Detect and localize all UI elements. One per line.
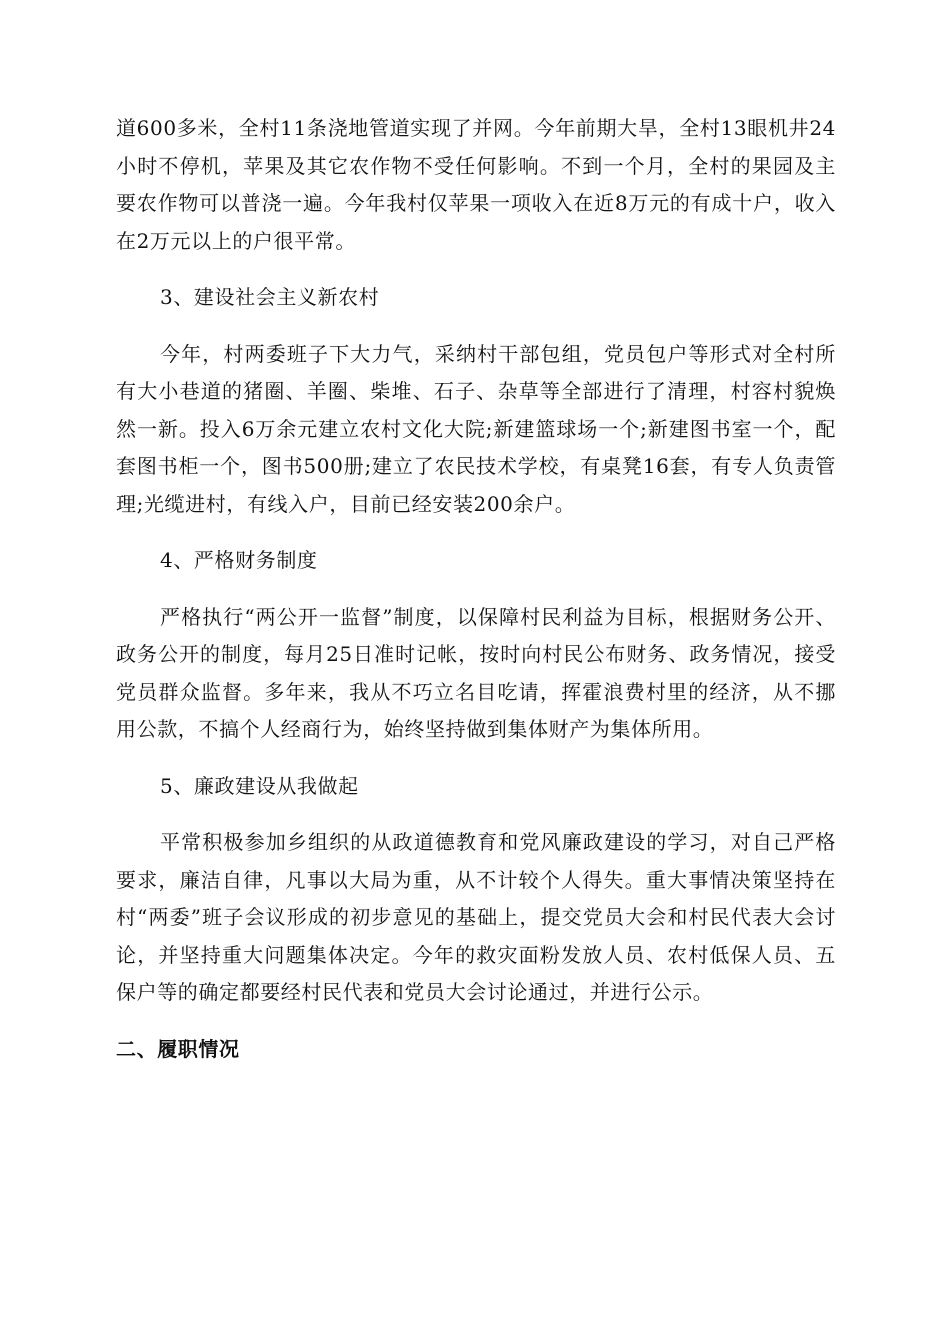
document-body — [116, 110, 836, 1068]
paragraph-finance-system: 严格执行“两公开一监督”制度，以保障村民利益为目标，根据财务公开、政务公开的制度，每月25日准时记帐，按时向村民公布财务、政务情况，接受党员群众监督。多年来，我从不巧立名目吃请，挥霍浪费村里的经济，从不挪用公款，不搞个人经商行为，始终坚持做到集体财产为集体所用。 — [116, 604, 836, 741]
paragraph-new-countryside: 今年，村两委班子下大力气，采纳村干部包组，党员包户等形式对全村所有大小巷道的猪圈、羊圈、柴堆、石子、杂草等全部进行了清理，村容村貌焕然一新。投入6万余元建立农村文化大院;新建篮球场一个;新建图书室一个，配套图书柜一个，图书500册;建立了农民技术学校，有桌凳16套，有专人负责管理;光缆进村，有线入户，目前已经安装200余户。 — [116, 341, 836, 516]
subheading-finance-system: 4、严格财务制度 — [160, 548, 318, 572]
subheading-new-countryside: 3、建设社会主义新农村 — [160, 285, 380, 309]
paragraph-water-irrigation: 道600多米，全村11条浇地管道实现了并网。今年前期大旱，全村13眼机井24小时不停机，苹果及其它农作物不受任何影响。不到一个月，全村的果园及主要农作物可以普浇一遍。今年我村仅苹果一项收入在近8万元的有成十户，收入在2万元以上的户很平常。 — [116, 116, 836, 253]
paragraph-clean-governance: 平常积极参加乡组织的从政道德教育和党风廉政建设的学习，对自己严格要求，廉洁自律，凡事以大局为重，从不计较个人得失。重大事情决策坚持在村“两委”班子会议形成的初步意见的基础上，提交党员大会和村民代表大会讨论，并坚持重大问题集体决定。今年的救灾面粉发放人员、农村低保人员、五保户等的确定都要经村民代表和党员大会讨论通过，并进行公示。 — [116, 830, 836, 1004]
subheading-clean-governance: 5、廉政建设从我做起 — [160, 773, 359, 798]
section-heading-duty-performance: 二、履职情况 — [116, 1036, 240, 1061]
